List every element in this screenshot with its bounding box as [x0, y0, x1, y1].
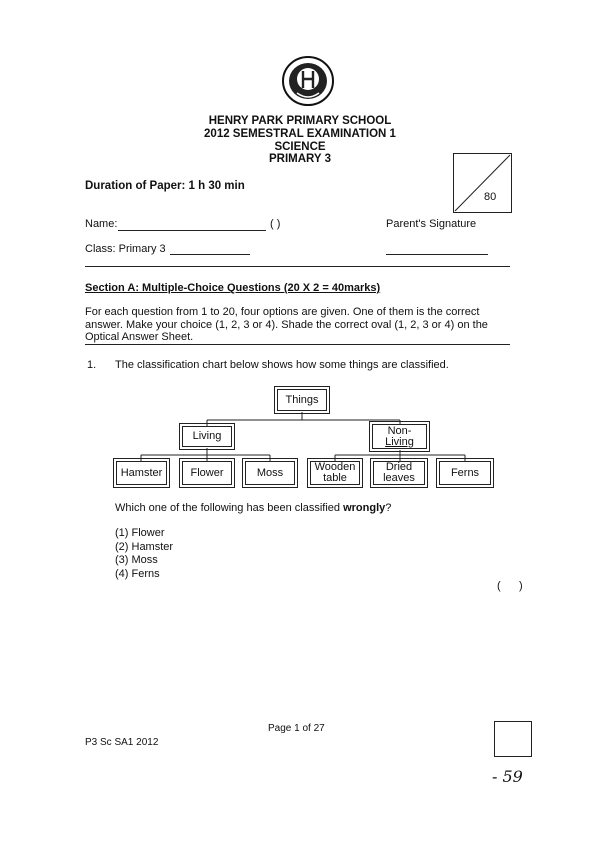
chart-leaf-moss [245, 461, 295, 485]
leaf-label: Hamster [120, 466, 163, 479]
leaf-label-line-2: table [323, 472, 347, 484]
leaf-label-line-1: Wooden [314, 461, 356, 473]
chart-leaf-wooden-table [310, 461, 360, 485]
chart-leaf-ferns [439, 461, 491, 485]
non-living-line-1: Non- [387, 424, 412, 437]
question-text: The classification chart below shows how some things are classified. [115, 359, 449, 371]
answer-options [115, 527, 173, 581]
leaf-label-line-1: Dried [385, 461, 413, 473]
class-label: Class: Primary 3 [85, 243, 166, 255]
name-label: Name: [85, 218, 118, 230]
chart-leaf-hamster [116, 461, 167, 485]
chart-node-living: Living [182, 426, 232, 447]
prompt-end: ? [385, 502, 392, 514]
parent-signature-label: Parent's Signature [386, 218, 477, 230]
instruction-line-2: answer. Make your choice (1, 2, 3 or 4). Shade the correct oval (1, 2, 3 or 4) on the [85, 318, 488, 331]
subject-title: SCIENCE [274, 141, 326, 153]
register-number-paren: ( ) [270, 218, 281, 230]
prompt-emphasis: wrongly [343, 502, 386, 514]
exam-title: 2012 SEMESTRAL EXAMINATION 1 [204, 128, 396, 140]
score-box [494, 721, 532, 757]
page-number: Page 1 of 27 [268, 723, 325, 734]
leaf-label: Flower [190, 466, 224, 479]
leaf-label: Ferns [450, 466, 480, 479]
duration-text: Duration of Paper: 1 h 30 min [85, 180, 245, 192]
question-number: 1. [87, 359, 97, 371]
school-name: HENRY PARK PRIMARY SCHOOL [208, 115, 392, 127]
paper-code: P3 Sc SA1 2012 [85, 737, 159, 748]
chart-node-things: Things [277, 389, 327, 411]
leaf-label-line-2: leaves [383, 472, 415, 484]
instruction-line-1: For each question from 1 to 20, four options are given. One of them is the correct [85, 306, 480, 318]
section-a-title: Section A: Multiple-Choice Questions (20 X 2 = 40marks) [85, 282, 381, 294]
total-marks-value: 80 [484, 191, 497, 203]
instruction-line-3: Optical Answer Sheet. [85, 331, 194, 343]
option-4[interactable]: (4) Ferns [115, 567, 160, 580]
non-living-line-2: Living [385, 435, 414, 448]
question-prompt [115, 502, 391, 514]
chart-leaf-dried-leaves [373, 461, 425, 485]
chart-leaf-flower [182, 461, 232, 485]
handwritten-score: - 59 [492, 767, 523, 786]
option-1[interactable]: (1) Flower [115, 527, 165, 539]
prompt-text: Which one of the following has been classified [115, 502, 344, 514]
answer-paren[interactable]: ( ) [497, 580, 523, 592]
option-3[interactable]: (3) Moss [115, 554, 158, 566]
leaf-label: Moss [256, 466, 284, 479]
level-title: PRIMARY 3 [269, 153, 331, 165]
option-2[interactable]: (2) Hamster [115, 540, 174, 553]
chart-node-non-living [372, 424, 427, 449]
